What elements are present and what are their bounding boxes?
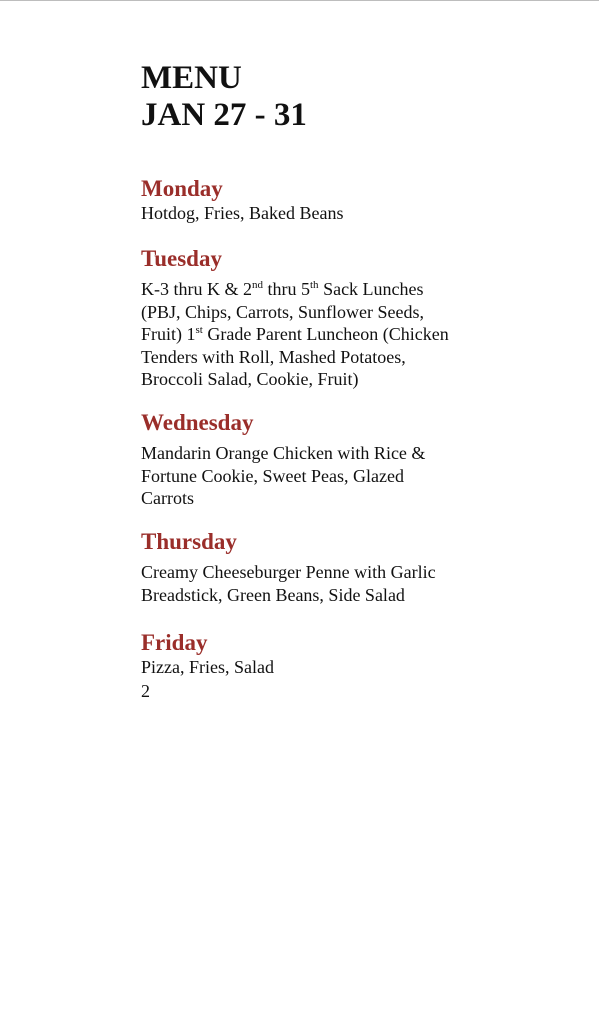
day-heading-friday: Friday (141, 630, 208, 655)
top-border (0, 0, 599, 1)
day-heading-tuesday: Tuesday (141, 246, 222, 271)
tuesday-text-part-2: thru 5 (263, 279, 310, 299)
tuesday-text-part-3: Sack Lunches (PBJ, Chips, Carrots, Sunflower Seeds, Fruit) 1 (141, 279, 424, 344)
day-heading-thursday: Thursday (141, 529, 237, 554)
tuesday-text-part-1: K-3 thru K & 2 (141, 279, 252, 299)
day-block-wednesday (141, 410, 471, 510)
day-block-thursday (141, 529, 471, 606)
day-menu-wednesday: Mandarin Orange Chicken with Rice & Fortune Cookie, Sweet Peas, Glazed Carrots (141, 443, 426, 508)
day-menu-friday: Pizza, Fries, Salad (141, 657, 274, 677)
menu-page (141, 60, 471, 701)
day-block-friday (141, 630, 471, 679)
day-menu-tuesday (141, 278, 461, 391)
tuesday-superscript-3: st (195, 324, 203, 336)
tuesday-superscript-2: th (310, 279, 319, 291)
page-number: 2 (141, 681, 150, 701)
tuesday-superscript-1: nd (252, 279, 263, 291)
day-heading-wednesday: Wednesday (141, 410, 254, 435)
day-block-tuesday (141, 246, 471, 391)
day-menu-thursday: Creamy Cheeseburger Penne with Garlic Breadstick, Green Beans, Side Salad (141, 562, 436, 605)
day-heading-monday: Monday (141, 176, 223, 201)
menu-title (141, 60, 471, 134)
menu-title-line-1: MENU (141, 60, 242, 96)
menu-date-range: JAN 27 - 31 (141, 97, 307, 133)
day-block-monday (141, 176, 471, 225)
tuesday-text-part-4: Grade Parent Luncheon (Chicken Tenders with Roll, Mashed Potatoes, Broccoli Salad, Cookie, Fruit) (141, 324, 449, 389)
day-menu-monday: Hotdog, Fries, Baked Beans (141, 203, 344, 223)
